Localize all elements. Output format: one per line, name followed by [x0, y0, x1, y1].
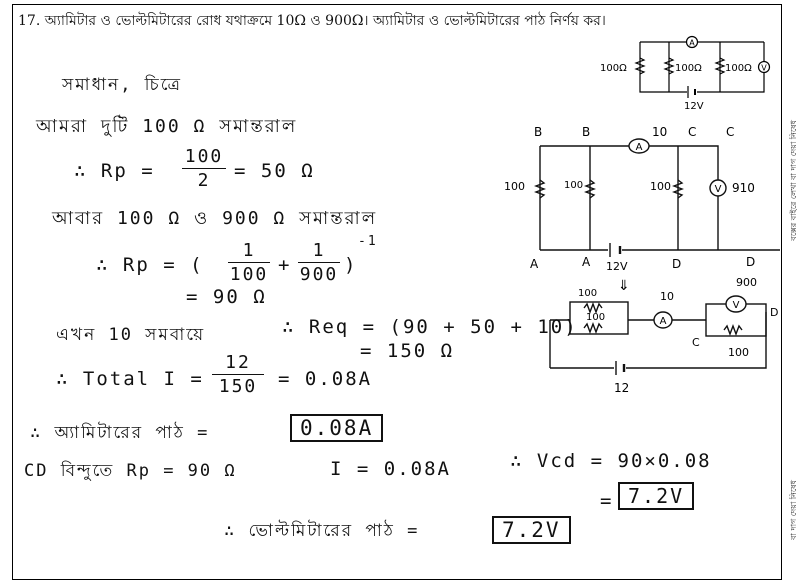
rp1-fraction — [182, 146, 226, 191]
sketch1-label-r100a: 100 — [504, 180, 525, 193]
given-circuit-diagram — [592, 32, 772, 112]
resistor-3-label: 100Ω — [725, 63, 752, 74]
solution-heading: সমাধান, চিত্রে — [62, 75, 183, 95]
vcd-value: 7.2V — [618, 482, 694, 510]
sketch2-down-arrow: ⇓ — [618, 278, 630, 294]
vcd-line: ∴ Vcd = 90×0.08 — [510, 450, 712, 472]
sketch1-label-c2: C — [726, 125, 735, 139]
question-text: 17. অ্যামিটার ও ভোল্টমিটারের রোধ যথাক্রমে 10Ω ও 900Ω। অ্যামিটার ও ভোল্টমিটারের পাঠ নির্ণয় কর। — [18, 13, 606, 29]
sketch2-label-d: D — [770, 306, 779, 319]
sketch1-label-ten: 10 — [652, 125, 668, 139]
rp1-lhs: ∴ Rp = — [74, 160, 155, 182]
side-note-bottom: বা দাগ দেয়া নিষেধ — [789, 480, 798, 540]
sketch1-ammeter-symbol: A — [635, 142, 643, 153]
sketch1-label-battery: 12V — [606, 260, 628, 272]
rp1-numerator: 100 — [184, 146, 224, 167]
total-current-rhs: = 0.08A — [278, 368, 373, 390]
req-result: = 150 Ω — [360, 340, 455, 362]
rp2-close: ) — [344, 254, 358, 276]
total-numerator: 12 — [225, 352, 251, 373]
sketch2-label-r100b: 100 — [586, 312, 606, 323]
total-denominator: 150 — [218, 376, 258, 397]
total-current-fraction — [212, 352, 264, 397]
ammeter-symbol: A — [689, 38, 695, 48]
sketch2-ammeter-symbol: A — [659, 316, 667, 327]
rp2-a-denominator: 100 — [229, 264, 269, 285]
solution-line-2: আবার 100 Ω ও 900 Ω সমান্তরাল — [52, 208, 378, 229]
sketch1-label-d2: D — [746, 255, 756, 269]
solution-line-3: এখন 10 সমবায়ে — [56, 325, 206, 345]
ammeter-reading-value: 0.08A — [290, 414, 383, 442]
sketch2-label-battery: 12 — [614, 381, 630, 395]
sketch1-label-r910: 910 — [732, 181, 755, 195]
voltmeter-symbol: V — [761, 63, 767, 73]
current-line: I = 0.08A — [330, 458, 451, 480]
sketch2-label-r100c: 100 — [728, 346, 749, 359]
sketch2-voltmeter-symbol: V — [732, 300, 740, 311]
vcd-equals: = — [600, 490, 614, 512]
hand-sketch-circuit-1 — [500, 122, 780, 272]
total-current-lhs: ∴ Total I = — [56, 368, 204, 390]
rp2-a-numerator: 1 — [242, 240, 256, 261]
sketch1-label-r100b: 100 — [564, 180, 584, 191]
solution-line-1: আমরা দুটি 100 Ω সমান্তরাল — [36, 116, 298, 137]
sketch2-label-r900: 900 — [736, 276, 757, 289]
req-equation: ∴ Req = (90 + 50 + 10) — [282, 316, 578, 338]
ammeter-reading-lhs: ∴ অ্যামিটারের পাঠ = — [30, 423, 210, 443]
rp2-fraction-a — [228, 240, 270, 285]
rp1-rhs: = 50 Ω — [234, 160, 315, 182]
sketch1-label-b1: B — [534, 125, 543, 139]
battery-label: 12V — [684, 101, 704, 112]
hand-sketch-circuit-2 — [536, 272, 782, 402]
rp2-b-denominator: 900 — [299, 264, 339, 285]
sketch2-label-c: C — [692, 336, 700, 349]
sketch1-label-a2: A — [582, 255, 591, 269]
voltmeter-reading-lhs: ∴ ভোল্টমিটারের পাঠ = — [224, 521, 420, 541]
cd-resistance-line: CD বিন্দুতে Rp = 90 Ω — [24, 461, 237, 481]
sketch2-label-ten: 10 — [660, 290, 674, 303]
sketch1-label-c1: C — [688, 125, 697, 139]
rp2-b-numerator: 1 — [312, 240, 326, 261]
sketch1-label-b2: B — [582, 125, 591, 139]
rp1-denominator: 2 — [197, 170, 211, 191]
sketch2-label-r100a: 100 — [578, 288, 598, 299]
sketch1-voltmeter-symbol: V — [714, 184, 722, 195]
sketch1-label-r100c: 100 — [650, 180, 671, 193]
rp2-exponent: -1 — [358, 234, 378, 249]
rp2-lhs: ∴ Rp = ( — [96, 254, 204, 276]
voltmeter-reading-value: 7.2V — [492, 516, 571, 544]
rp2-result: = 90 Ω — [186, 286, 267, 308]
rp2-fraction-b — [298, 240, 340, 285]
side-note-top: বক্সের বাইরে লেখা বা দাগ দেয়া নিষেধ — [789, 120, 798, 241]
sketch1-label-d1: D — [672, 257, 682, 271]
sketch1-label-a1: A — [530, 257, 539, 271]
resistor-2-label: 100Ω — [675, 63, 702, 74]
resistor-1-label: 100Ω — [600, 63, 627, 74]
rp2-plus: + — [278, 254, 292, 276]
